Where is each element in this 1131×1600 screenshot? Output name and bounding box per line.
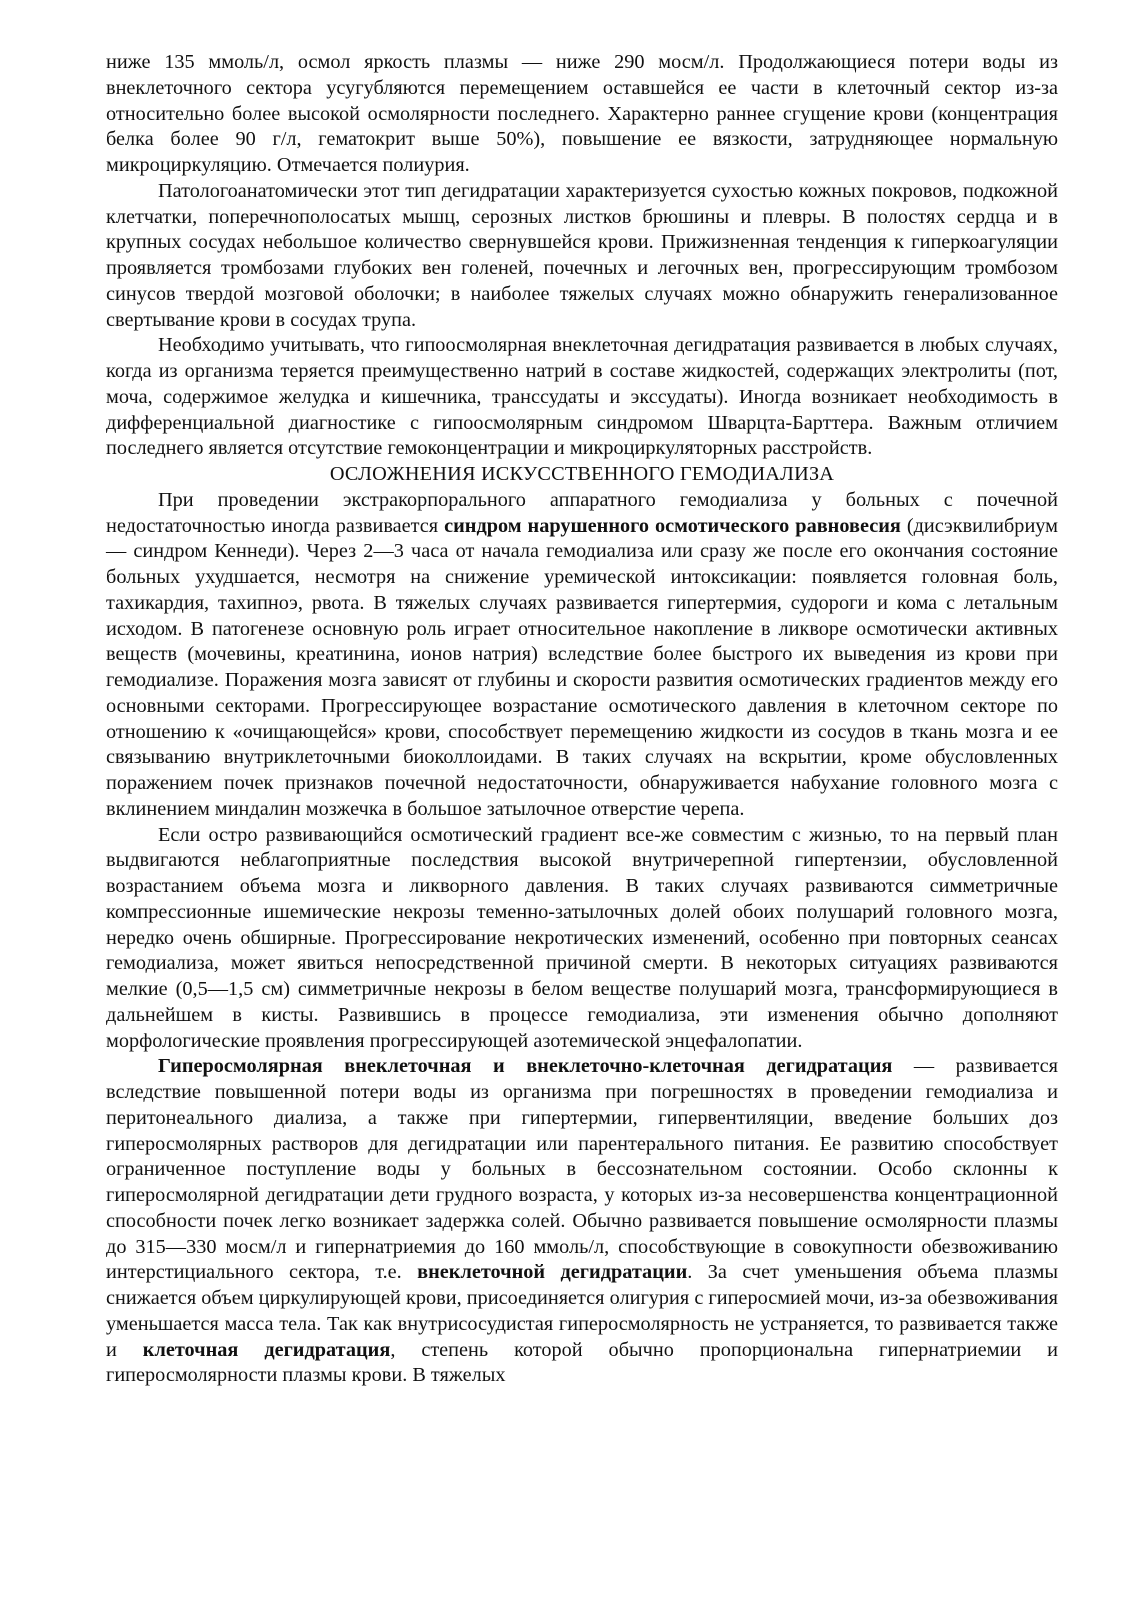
text-run: Патологоанатомически этот тип дегидратации характеризуется сухостью кожных покровов, подкожной клетчатки, поперечнополосатых мышц, серозных листков брюшины и плевры. В полостях сердца и в крупных сосудах небольшое количество свернувшейся крови. Прижизненная тенденция к гиперкоагуляции проявляется тромбозами глубоких вен голеней, почечных и легочных вен, прогрессирующим тромбозом синусов твердой мозговой оболочки; в наиболее тяжелых случаях можно обнаружить генерализованное свертывание крови в сосудах трупа. (106, 179, 1058, 331)
paragraph (106, 333, 1058, 462)
text-run: ниже 135 ммоль/л, осмол яркость плазмы — ниже 290 мосм/л. Продолжающиеся потери воды из внеклеточного сектора усугубляются перемещением оставшейся ее части в клеточный сектор из-за относительно более высокой осмолярности последнего. Характерно раннее сгущение крови (концентрация белка более 90 г/л, гематокрит выше 50%), повышение ее вязкости, затрудняющее нормальную микроциркуляцию. Отмечается полиурия. (106, 51, 1058, 176)
paragraph (106, 179, 1058, 334)
section-heading: ОСЛОЖНЕНИЯ ИСКУССТВЕННОГО ГЕМОДИАЛИЗА (329, 463, 835, 485)
text-run: (дисэквилибриум — синдром Кеннеди). Через 2—3 часа от начала гемодиализа или сразу же после его окончания состояние больных ухудшается, несмотря на снижение уремической интоксикации: появляется головная боль, тахикардия, тахипноэ, рвота. В тяжелых случаях развивается гипертермия, судороги и кома с летальным исходом. В патогенезе основную роль играет относительное накопление в ликворе осмотически активных веществ (мочевины, креатинина, ионов натрия) вследствие более быстрого их выведения из крови при гемодиализе. Поражения мозга зависят от глубины и скорости развития осмотических градиентов между его основными секторами. Прогрессирующее возрастание осмотического давления в клеточном секторе по отношению к «очищающейся» крови, способствует перемещению жидкости из сосудов в ткань мозга и ее связыванию внутриклеточными биоколлоидами. В таких случаях на вскрытии, кроме обусловленных поражением почек признаков почечной недостаточности, обнаруживается набухание головного мозга с вклинением миндалин мозжечка в большое затылочное отверстие черепа. (106, 514, 1059, 820)
paragraph (106, 50, 1058, 179)
text-run: . За счет уменьшения объема плазмы снижается объем циркулирующей крови, присоединяется олигурия с гиперосмией мочи, из-за обезвоживания уменьшается масса тела. Так как внутрисосудистая гиперосмолярность не устраняется, то развивается также и (106, 1261, 1058, 1361)
bold-term: клеточная дегидратация (142, 1338, 391, 1361)
text-run: При проведении экстракорпорального аппаратного гемодиализа у больных с почечной недостаточностью иногда развивается (106, 488, 1058, 537)
paragraph (106, 1054, 1058, 1389)
paragraph (106, 823, 1058, 1055)
text-run: — развивается вследствие повышенной потери воды из организма при погрешностях в проведении гемодиализа и перитонеального диализа, а также при гипертермии, гипервентиляции, введение больших доз гиперосмолярных растворов для дегидратации или парентерального питания. Ее развитию способствует ограниченное поступление воды у больных в бессознательном состоянии. Особо склонны к гиперосмолярной дегидратации дети грудного возраста, у которых из-за несовершенства концентрационной способности почек легко возникает задержка солей. Обычно развивается повышение осмолярности плазмы до 315—330 мосм/л и гипернатриемия до 160 ммоль/л, способствующие в совокупности обезвоживанию интерстициального сектора, т.е. (106, 1055, 1058, 1284)
paragraph (106, 488, 1058, 823)
section-before-heading (106, 50, 1058, 462)
text-run: , степень которой обычно пропорциональна гипернатриемии и гиперосмолярности плазмы крови. В тяжелых (106, 1338, 1058, 1387)
bold-term: внеклеточной дегидратации (417, 1261, 688, 1284)
text-run: Если остро развивающийся осмотический градиент все-же совместим с жизнью, то на первый план выдвигаются неблагоприятные последствия высокой внутричерепной гипертензии, обусловленной возрастанием объема мозга и ликворного давления. В таких случаях развиваются симметричные компрессионные ишемические некрозы теменно-затылочных долей обоих полушарий головного мозга, нередко очень обширные. Прогрессирование некротических изменений, особенно при повторных сеансах гемодиализа, может явиться непосредственной причиной смерти. В некоторых ситуациях развиваются мелкие (0,5—1,5 см) симметричные некрозы в белом веществе полушарий мозга, трансформирующиеся в дальнейшем в кисты. Развившись в процессе гемодиализа, эти изменения обычно дополняют морфологические проявления прогрессирующей азотемической энцефалопатии. (106, 823, 1058, 1052)
text-run: Необходимо учитывать, что гипоосмолярная внеклеточная дегидратация развивается в любых случаях, когда из организма теряется преимущественно натрий в составе жидкостей, содержащих электролиты (пот, моча, содержимое желудка и кишечника, транссудаты и экссудаты). Иногда возникает необходимость в дифференциальной диагностике с гипоосмолярным синдромом Шварцта-Барттера. Важным отличием последнего является отсутствие гемоконцентрации и микроциркуляторных расстройств. (106, 334, 1058, 460)
section-after-heading (106, 488, 1058, 1389)
bold-term: Гиперосмолярная внеклеточная и внеклеточно-клеточная дегидратация (158, 1055, 893, 1078)
bold-term: синдром нарушенного осмотического равновесия (444, 514, 901, 537)
